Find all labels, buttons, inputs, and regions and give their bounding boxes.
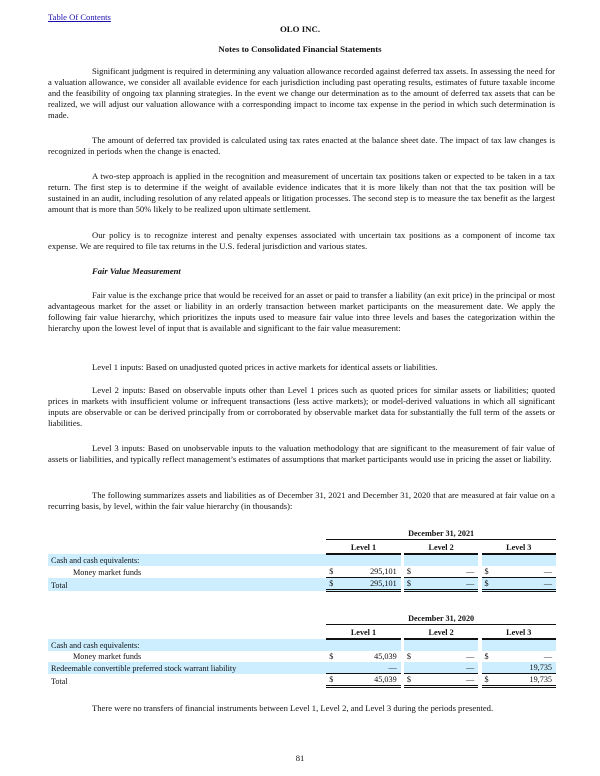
cell-value: — <box>347 662 401 674</box>
table-row-total <box>48 674 556 687</box>
table-period-header: December 31, 2020 <box>326 611 556 625</box>
cell-value: — <box>502 578 556 591</box>
currency-symbol <box>326 662 346 674</box>
cell-value: — <box>543 652 552 661</box>
section-heading-fair-value: Fair Value Measurement <box>92 266 181 276</box>
fair-value-table-2021 <box>48 526 556 592</box>
cell-value: 45,039 <box>374 652 397 661</box>
column-header-level-3: Level 3 <box>482 625 556 640</box>
row-label-section: Cash and cash equivalents: <box>48 639 323 651</box>
cell-value: — <box>424 662 478 674</box>
paragraph-level-3: Level 3 inputs: Based on unobservable inputs to the valuation methodology that are significant to the measurement of fair value of assets or liabilities, and typically reflect management’s estimates of assumptions that market participants would use in pricing the asset or liability. <box>48 443 555 464</box>
paragraph-valuation-allowance: Significant judgment is required in determining any valuation allowance recorded against deferred tax assets. In assessing the need for a valuation allowance, we consider all available evidence for each jurisdiction including past operating results, estimates of future taxable income and the feasibility of ongoing tax planning strategies. In the event we change our determination as to the amount of deferred tax assets that can be realized, we will adjust our valuation allowance with a corresponding impact to income tax expense in the period in which such determination is made. <box>48 66 555 120</box>
cell-value: 19,735 <box>502 674 556 687</box>
row-label: Redeemable convertible preferred stock warrant liability <box>48 662 323 674</box>
currency-symbol: $ <box>329 652 334 661</box>
row-label: Total <box>48 578 323 591</box>
column-header-level-2: Level 2 <box>404 625 478 640</box>
table-row <box>48 662 556 674</box>
paragraph-no-transfers: There were no transfers of financial instruments between Level 1, Level 2, and Level 3 during the periods presented. <box>92 703 494 713</box>
table-period-header: December 31, 2021 <box>326 526 556 540</box>
cell-value: — <box>424 674 478 687</box>
paragraph-fair-value-definition: Fair value is the exchange price that would be received for an asset or paid to transfer a liability (an exit price) in the principal or most advantageous market for the asset or liability in an orderly transaction between market participants on the measurement date. We apply the following fair value hierarchy, which prioritizes the inputs used to measure fair value into three levels and bases the categorization within the hierarchy upon the lowest level of input that is available and significant to the fair value measurement: <box>48 290 555 333</box>
cell-value: 45,039 <box>347 674 401 687</box>
page-number: 81 <box>295 753 305 763</box>
row-label-section: Cash and cash equivalents: <box>48 554 323 566</box>
paragraph-two-step-approach: A two-step approach is applied in the recognition and measurement of uncertain tax positions taken or expected to be taken in a tax return. The first step is to determine if the weight of available evidence indicates that it is more likely than not that the tax position will be sustained in an audit, including resolution of any related appeals or litigation processes. The second step is to measure the tax benefit as the largest amount that is more than 50% likely to be realized upon ultimate settlement. <box>48 171 555 214</box>
cell-value: 295,101 <box>347 578 401 591</box>
currency-symbol: $ <box>404 578 424 591</box>
currency-symbol: $ <box>329 567 334 576</box>
currency-symbol: $ <box>326 674 346 687</box>
currency-symbol: $ <box>406 567 411 576</box>
table-row <box>48 566 556 578</box>
currency-symbol: $ <box>484 567 489 576</box>
currency-symbol: $ <box>484 652 489 661</box>
currency-symbol: $ <box>406 652 411 661</box>
column-header-level-3: Level 3 <box>482 540 556 555</box>
table-of-contents-link[interactable]: Table Of Contents <box>48 12 111 22</box>
row-label: Total <box>51 676 68 686</box>
table-row <box>48 651 556 662</box>
fair-value-table-2020 <box>48 611 556 688</box>
column-header-level-1: Level 1 <box>326 625 400 640</box>
table-row-total <box>48 578 556 591</box>
currency-symbol <box>404 662 424 674</box>
column-header-level-1: Level 1 <box>326 540 400 555</box>
currency-symbol: $ <box>326 578 346 591</box>
paragraph-level-2: Level 2 inputs: Based on observable inputs other than Level 1 prices such as quoted prices for similar assets or liabilities; quoted prices in markets with insufficient volume or infrequent transactions (less active markets); or model-derived valuations in which all significant inputs are observable or can be derived principally from or corroborated by observable market data for substantially the full term of the assets or liabilities. <box>48 385 555 428</box>
cell-value: — <box>543 567 552 576</box>
cell-value: — <box>466 567 475 576</box>
paragraph-level-1: Level 1 inputs: Based on unadjusted quoted prices in active markets for identical assets or liabilities. <box>92 362 438 372</box>
row-label: Money market funds <box>73 567 142 577</box>
currency-symbol <box>482 662 502 674</box>
paragraph-interest-penalty: Our policy is to recognize interest and penalty expenses associated with uncertain tax positions as a component of income tax expense. We are required to file tax returns in the U.S. federal jurisdiction and various states. <box>48 230 555 251</box>
currency-symbol: $ <box>482 578 502 591</box>
paragraph-deferred-tax: The amount of deferred tax provided is calculated using tax rates enacted at the balance sheet date. The impact of tax law changes is recognized in periods when the change is enacted. <box>48 135 555 156</box>
row-label: Money market funds <box>73 652 142 661</box>
cell-value: — <box>466 652 475 661</box>
currency-symbol: $ <box>482 674 502 687</box>
page-title: Notes to Consolidated Financial Statements <box>218 44 382 54</box>
currency-symbol: $ <box>404 674 424 687</box>
column-header-level-2: Level 2 <box>404 540 478 555</box>
cell-value: 19,735 <box>502 662 556 674</box>
cell-value: 295,101 <box>370 567 397 576</box>
cell-value: — <box>424 578 478 591</box>
paragraph-summary-intro: The following summarizes assets and liabilities as of December 31, 2021 and December 31, 2020 that are measured at fair value on a recurring basis, by level, within the fair value hierarchy (in thousands): <box>48 490 555 511</box>
company-name: OLO INC. <box>279 24 321 34</box>
